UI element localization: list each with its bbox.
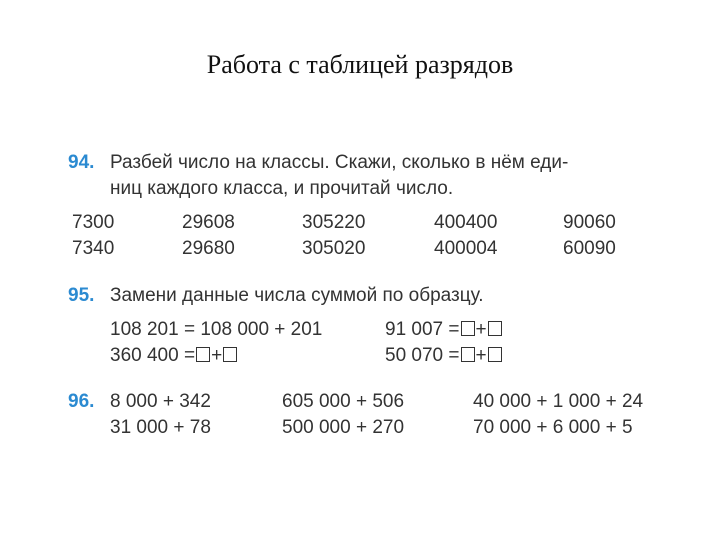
ex95-item3 <box>385 345 503 367</box>
ex95-example: 108 201 = 108 000 + 201 <box>110 319 323 340</box>
plus-sign: + <box>211 345 223 366</box>
ex96-r1-c2: 605 000 + 506 <box>282 391 405 412</box>
ex96-r1-c3: 40 000 + 1 000 + 24 <box>473 391 644 412</box>
textbook-panel <box>60 138 670 448</box>
blank-box <box>488 347 502 362</box>
ex95-item2 <box>385 319 503 341</box>
exercise-96-number: 96. <box>68 391 95 412</box>
blank-box <box>461 321 475 336</box>
ex96-r2-c3: 70 000 + 6 000 + 5 <box>473 417 633 438</box>
blank-box <box>223 347 237 362</box>
exercise-94-line2: ниц каждого класса, и прочитай число. <box>110 178 454 199</box>
ex94-r2-c5: 60090 <box>563 238 616 259</box>
ex94-r1-c4: 400400 <box>434 212 498 233</box>
plus-sign: + <box>475 345 487 366</box>
plus-sign: + <box>475 319 487 340</box>
blank-box <box>461 347 475 362</box>
ex94-r2-c4: 400004 <box>434 238 498 259</box>
ex96-r2-c1: 31 000 + 78 <box>110 417 211 438</box>
ex95-item1 <box>110 345 238 367</box>
exercise-94-number: 94. <box>68 152 95 173</box>
exercise-95-line1: Замени данные числа суммой по образцу. <box>110 285 484 306</box>
ex94-r2-c1: 7340 <box>72 238 115 259</box>
blank-box <box>488 321 502 336</box>
ex96-r1-c1: 8 000 + 342 <box>110 391 211 412</box>
ex95-item3-label: 50 070 = <box>385 345 460 366</box>
slide-title: Работа с таблицей разрядов <box>206 50 514 79</box>
blank-box <box>196 347 210 362</box>
ex94-r2-c3: 305020 <box>302 238 366 259</box>
ex94-r1-c5: 90060 <box>563 212 616 233</box>
exercise-94-line1: Разбей число на классы. Скажи, сколько в нём еди- <box>110 152 569 173</box>
ex96-r2-c2: 500 000 + 270 <box>282 417 405 438</box>
ex94-r2-c2: 29680 <box>182 238 235 259</box>
ex95-item1-label: 360 400 = <box>110 345 196 366</box>
ex94-r1-c2: 29608 <box>182 212 235 233</box>
exercise-95-number: 95. <box>68 285 95 306</box>
ex95-item2-label: 91 007 = <box>385 319 460 340</box>
ex94-r1-c3: 305220 <box>302 212 366 233</box>
ex94-r1-c1: 7300 <box>72 212 115 233</box>
